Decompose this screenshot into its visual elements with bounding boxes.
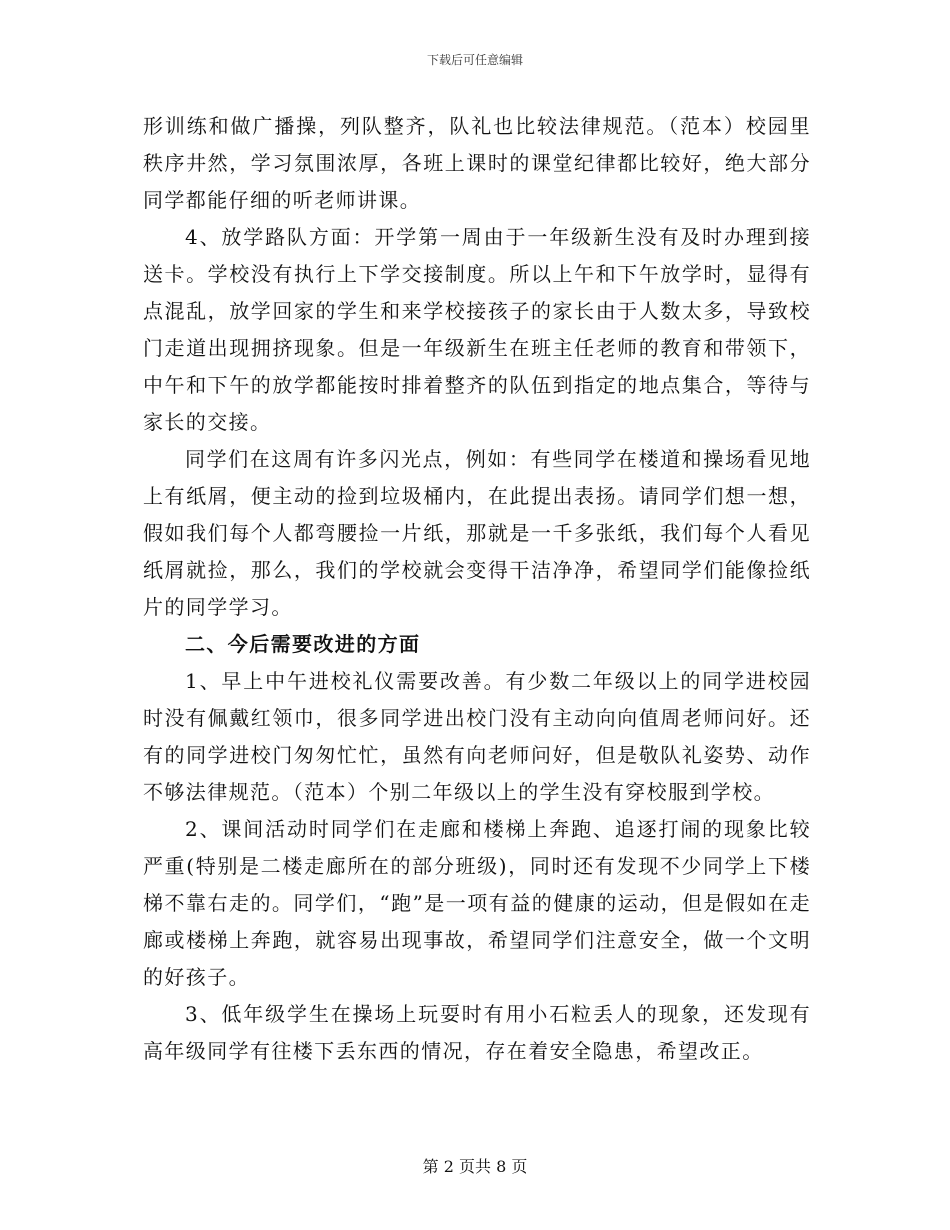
paragraph-dismissal-queue: 4、放学路队方面：开学第一周由于一年级新生没有及时办理到接送卡。学校没有执行上下学交接制度。所以上午和下午放学时，显得有点混乱，放学回家的学生和来学校接孩子的家长由于人数太多，导致校门走道出现拥挤现象。但是一年级新生在班主任老师的教育和带领下，中午和下午的放学都能按时排着整齐的队伍到指定的地点集合，等待与家长的交接。 [143,225,811,434]
paragraph-continuation: 形训练和做广播操，列队整齐，队礼也比较法律规范。（范本）校园里秩序井然，学习氛围浓厚，各班上课时的课堂纪律都比较好，绝大部分同学都能仔细的听老师讲课。 [143,114,811,212]
paragraph-playground-safety: 3、低年级学生在操场上玩耍时有用小石粒丢人的现象，还发现有高年级同学有往楼下丢东西的情况，存在着安全隐患，希望改正。 [143,1002,811,1063]
section-heading-improvements: 二、今后需要改进的方面 [185,632,421,656]
paragraph-recess-safety: 2、课间活动时同学们在走廊和楼梯上奔跑、追逐打闹的现象比较严重(特别是二楼走廊所在的部分班级)，同时还有发现不少同学上下楼梯不靠右走的。同学们，“跑”是一项有益的健康的运动，但是假如在走廊或楼梯上奔跑，就容易出现事故，希望同学们注意安全，做一个文明的好孩子。 [143,817,811,989]
paragraph-entry-etiquette: 1、早上中午进校礼仪需要改善。有少数二年级以上的同学进校园时没有佩戴红领巾，很多同学进出校门没有主动向向值周老师问好。还有的同学进校门匆匆忙忙，虽然有向老师问好，但是敬队礼姿势、动作不够法律规范。（范本）个别二年级以上的学生没有穿校服到学校。 [143,669,811,804]
page-header-note: 下载后可任意编辑 [426,53,523,67]
page-number: 第 2 页共 8 页 [422,1157,528,1176]
document-body [143,108,811,1070]
paragraph-highlights: 同学们在这周有许多闪光点，例如：有些同学在楼道和操场看见地上有纸屑，便主动的捡到垃圾桶内，在此提出表扬。请同学们想一想，假如我们每个人都弯腰捡一片纸，那就是一千多张纸，我们每个人看见纸屑就捡，那么，我们的学校就会变得干洁净净，希望同学们能像捡纸片的同学学习。 [143,447,811,619]
